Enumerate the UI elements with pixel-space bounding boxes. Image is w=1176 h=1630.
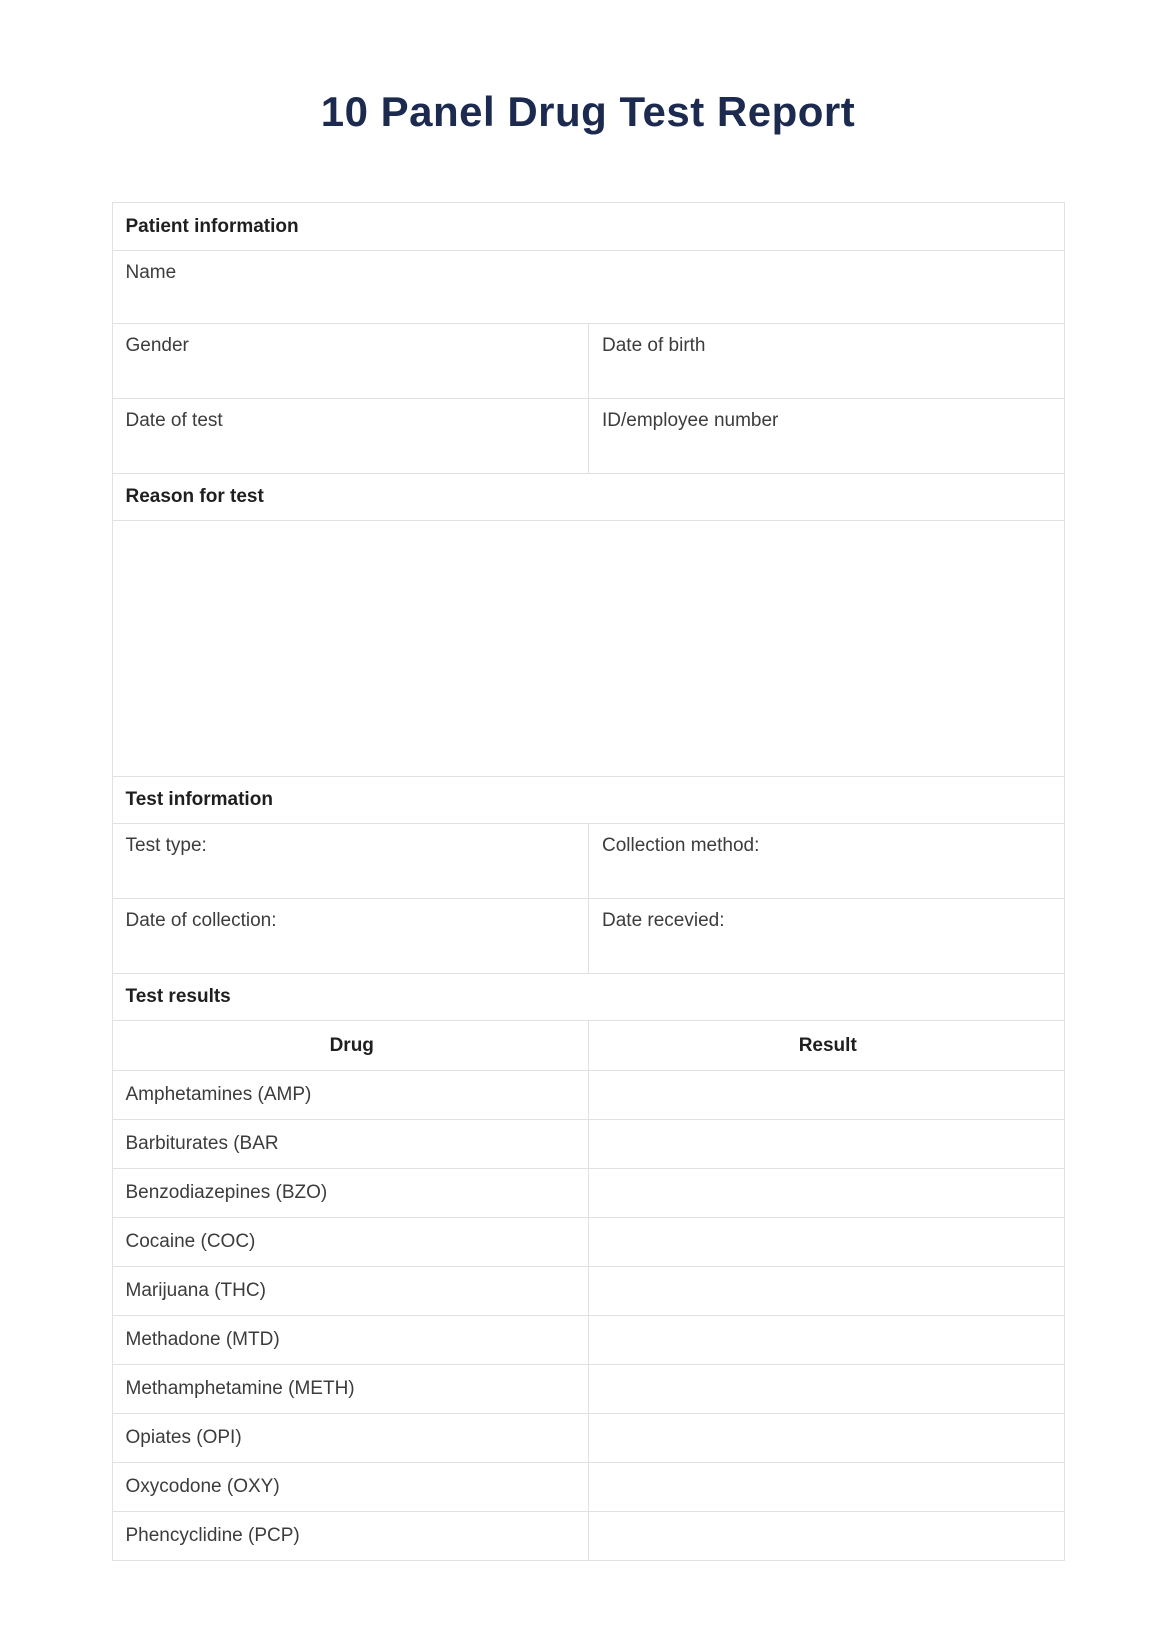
date-received-field[interactable] xyxy=(588,899,1064,973)
section-title: Patient information xyxy=(125,215,299,237)
result-cell[interactable] xyxy=(588,1316,1064,1364)
results-table-header xyxy=(113,1020,1064,1070)
gender-label: Gender xyxy=(125,335,189,356)
reason-for-test-field[interactable] xyxy=(113,520,1064,776)
result-cell[interactable] xyxy=(588,1267,1064,1315)
field-row-name xyxy=(113,250,1064,323)
column-header-result: Result xyxy=(588,1021,1064,1070)
result-cell[interactable] xyxy=(588,1218,1064,1266)
section-header-test-information xyxy=(113,776,1064,823)
section-header-patient-information xyxy=(113,203,1064,250)
table-row-opiates xyxy=(113,1413,1064,1462)
result-cell[interactable] xyxy=(588,1169,1064,1217)
section-title: Reason for test xyxy=(125,486,264,507)
table-row-barbiturates xyxy=(113,1119,1064,1168)
drug-name: Phencyclidine (PCP) xyxy=(125,1525,300,1546)
table-row-marijuana xyxy=(113,1266,1064,1315)
section-header-test-results xyxy=(113,973,1064,1020)
drug-name: Barbiturates (BAR xyxy=(125,1133,279,1154)
date-received-label: Date recevied: xyxy=(602,910,725,931)
table-row-methadone xyxy=(113,1315,1064,1364)
collection-method-field[interactable] xyxy=(588,824,1064,898)
table-row-methamphetamine xyxy=(113,1364,1064,1413)
result-cell[interactable] xyxy=(588,1512,1064,1560)
result-cell[interactable] xyxy=(588,1071,1064,1119)
drug-test-form xyxy=(112,202,1065,1561)
drug-name: Amphetamines (AMP) xyxy=(125,1084,312,1105)
drug-name: Methamphetamine (METH) xyxy=(125,1378,355,1399)
gender-field[interactable] xyxy=(113,324,589,398)
section-title: Test results xyxy=(125,986,231,1007)
section-header-reason-for-test xyxy=(113,473,1064,520)
result-cell[interactable] xyxy=(588,1120,1064,1168)
drug-name: Marijuana (THC) xyxy=(125,1280,266,1301)
result-cell[interactable] xyxy=(588,1463,1064,1511)
field-row-test-date-id xyxy=(113,398,1064,473)
name-field[interactable] xyxy=(113,251,1064,323)
table-row-amphetamines xyxy=(113,1070,1064,1119)
table-row-phencyclidine xyxy=(113,1511,1064,1560)
field-row-collection-received xyxy=(113,898,1064,973)
test-type-label: Test type: xyxy=(125,835,207,856)
page-title: 10 Panel Drug Test Report xyxy=(320,88,856,135)
drug-name: Cocaine (COC) xyxy=(125,1231,256,1252)
table-row-benzodiazepines xyxy=(113,1168,1064,1217)
date-of-collection-label: Date of collection: xyxy=(125,910,277,931)
field-row-type-method xyxy=(113,823,1064,898)
drug-name: Methadone (MTD) xyxy=(125,1329,280,1350)
result-cell[interactable] xyxy=(588,1365,1064,1413)
date-of-test-field[interactable] xyxy=(113,399,589,473)
drug-name: Benzodiazepines (BZO) xyxy=(125,1182,328,1203)
id-employee-number-field[interactable] xyxy=(588,399,1064,473)
section-title: Test information xyxy=(125,789,273,810)
date-of-collection-field[interactable] xyxy=(113,899,589,973)
table-row-oxycodone xyxy=(113,1462,1064,1511)
drug-name: Opiates (OPI) xyxy=(125,1427,242,1448)
drug-name: Oxycodone (OXY) xyxy=(125,1476,280,1497)
test-type-field[interactable] xyxy=(113,824,589,898)
collection-method-label: Collection method: xyxy=(602,835,760,856)
date-of-birth-label: Date of birth xyxy=(602,335,706,356)
result-cell[interactable] xyxy=(588,1414,1064,1462)
field-row-gender-dob xyxy=(113,323,1064,398)
date-of-birth-field[interactable] xyxy=(588,324,1064,398)
id-employee-number-label: ID/employee number xyxy=(602,410,779,431)
table-row-cocaine xyxy=(113,1217,1064,1266)
column-header-drug: Drug xyxy=(329,1034,374,1056)
date-of-test-label: Date of test xyxy=(125,410,223,431)
name-label: Name xyxy=(125,262,177,283)
